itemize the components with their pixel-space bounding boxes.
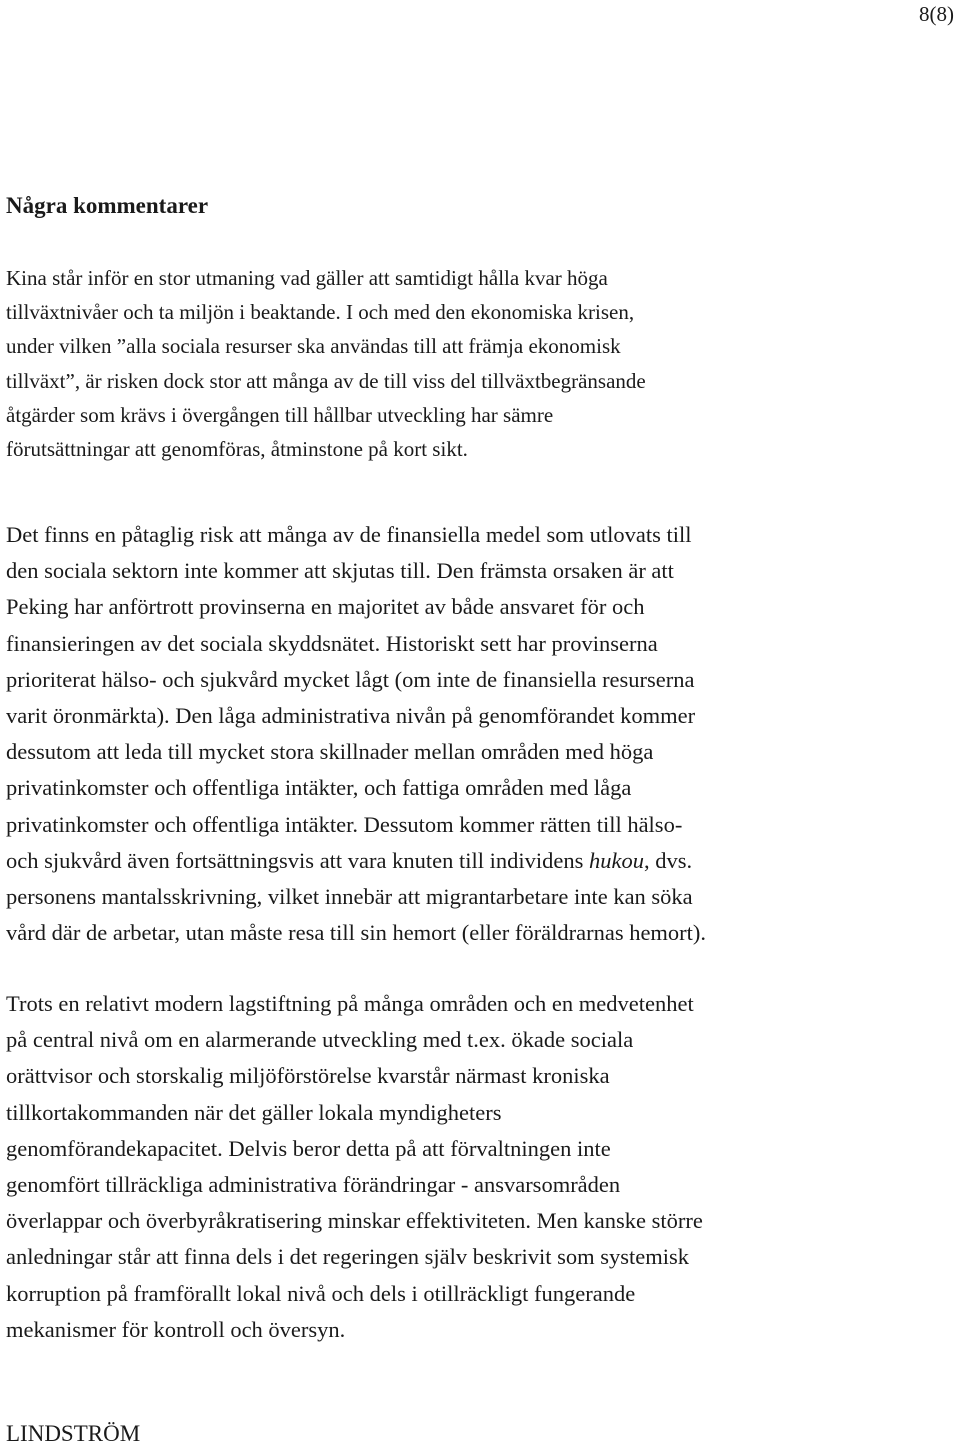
text-line: tillväxt”, är risken dock stor att många av de till viss del tillväxtbegränsande: [6, 368, 646, 393]
paragraph-1: [6, 261, 946, 466]
text-line: dessutom att leda till mycket stora skillnader mellan områden med höga: [6, 739, 654, 765]
section-heading: Några kommentarer: [6, 193, 209, 218]
hukou-term: hukou: [589, 847, 645, 873]
text-line: Det finns en påtaglig risk att många av de finansiella medel som utlovats till: [6, 522, 692, 547]
page-number: 8(8): [919, 2, 954, 26]
text-line: korruption på framförallt lokal nivå och dels i otillräckligt fungerande: [6, 1280, 636, 1306]
text-line: på central nivå om en alarmerande utveckling med t.ex. ökade sociala: [6, 1027, 634, 1053]
text-line: vård där de arbetar, utan måste resa till sin hemort (eller föräldrarnas hemort).: [6, 920, 707, 946]
text-line: varit öronmärkta). Den låga administrativa nivån på genomförandet kommer: [6, 703, 696, 729]
text-line: tillkortakommanden när det gäller lokala myndigheters: [6, 1099, 502, 1125]
text-line: anledningar står att finna dels i det regeringen själv beskrivit som systemisk: [6, 1244, 689, 1270]
text-line: genomförandekapacitet. Delvis beror detta på att förvaltningen inte: [6, 1135, 611, 1161]
paragraph-3: [6, 986, 946, 1348]
text-line: åtgärder som krävs i övergången till hållbar utveckling har sämre: [6, 402, 554, 427]
text-line: genomfört tillräckliga administrativa förändringar - ansvarsområden: [6, 1172, 621, 1198]
text-line: överlappar och överbyråkratisering minskar effektiviteten. Men kanske större: [6, 1208, 703, 1234]
paragraph-2: [6, 517, 946, 951]
text-line: tillväxtnivåer och ta miljön i beaktande. I och med den ekonomiska krisen,: [6, 300, 635, 325]
text-line: Peking har anförtrott provinserna en majoritet av både ansvaret för och: [6, 594, 645, 620]
text-line: orättvisor och storskalig miljöförstörelse kvarstår närmast kroniska: [6, 1063, 610, 1089]
text-line: personens mantalsskrivning, vilket innebär att migrantarbetare inte kan söka: [6, 884, 693, 910]
text-line: prioriterat hälso- och sjukvård mycket lågt (om inte de finansiella resurserna: [6, 666, 695, 692]
text-fragment: , dvs.: [644, 847, 693, 873]
text-line: den sociala sektorn inte kommer att skjutas till. Den främsta orsaken är att: [6, 558, 674, 584]
text-line: Trots en relativt modern lagstiftning på många områden och en medvetenhet: [6, 991, 694, 1016]
text-line: mekanismer för kontroll och översyn.: [6, 1316, 346, 1342]
text-fragment: och sjukvård även fortsättningsvis att vara knuten till individens: [6, 847, 590, 873]
text-line: privatinkomster och offentliga intäkter. Dessutom kommer rätten till hälso-: [6, 811, 683, 837]
text-line: [6, 843, 946, 879]
text-line: förutsättningar att genomföras, åtminstone på kort sikt.: [6, 437, 468, 462]
text-line: under vilken ”alla sociala resurser ska användas till att främja ekonomisk: [6, 334, 621, 359]
text-line: privatinkomster och offentliga intäkter, och fattiga områden med låga: [6, 775, 632, 801]
text-line: Kina står inför en stor utmaning vad gäller att samtidigt hålla kvar höga: [6, 266, 608, 290]
footer-author: LINDSTRÖM: [6, 1421, 141, 1446]
text-line: finansieringen av det sociala skyddsnätet. Historiskt sett har provinserna: [6, 630, 658, 656]
